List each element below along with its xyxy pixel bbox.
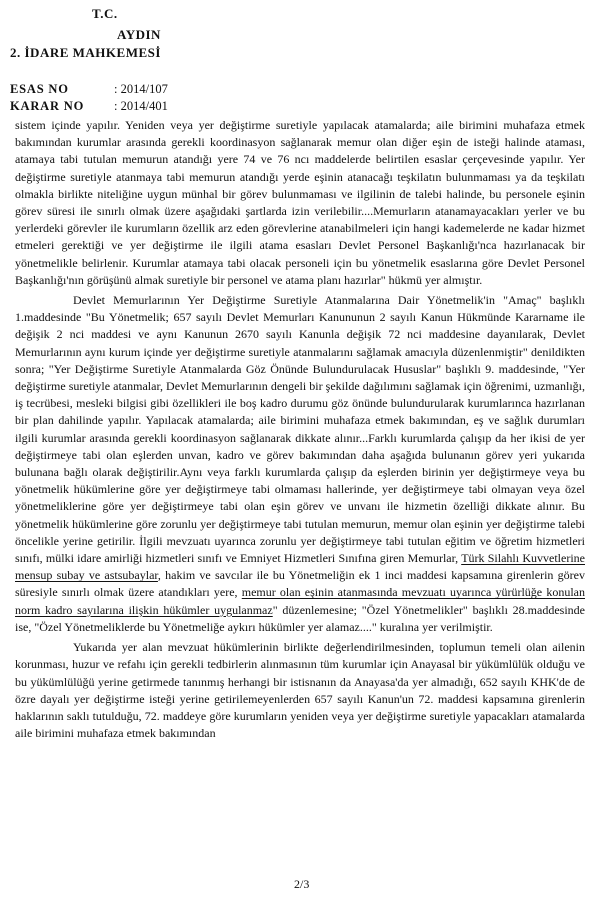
paragraph-2-text-a: Devlet Memurlarının Yer Değiştirme Suretiyle Atanmalarına Dair Yönetmelik'in "Amaç" başlıklı 1.maddesinde "Bu Yönetmelik; 657 sayılı Devlet Memurları Kanununun 2 sayılı Kanun Hükmünde Kararname ile değişik 2 nci maddesi ve aynı Kanunun 2670 sayılı Kanunla değişik 72 nci maddesine dayanılarak, Devlet Memurlarının aynı kurum içinde yer değiştirme suretiyle atanmalarını sağlamak amacıyla düzenlenmiştir" denildikten sonra; "Yer Değiştirme Suretiyle Atanmalarda Göz Önünde Bulundurulacak Hususlar" başlıklı 9. maddesinde, "Yer değiştirme suretiyle atanmalar, Devlet Memurlarının dengeli bir şekilde dağılımını sağlamak için öğrenimi, uzmanlığı, iş tecrübesi, mesleki bilgisi gibi özellikleri ile boş kadro durumu göz önünde bulundurularak kurumlarınca hazırlanan bir plan dahilinde yapılır. Yapılacak atamalarda; aile birimini muhafaza etmek bakımından, eş ve sağlık durumları ilgili kurumlar arasında gerekli koordinasyon sağlanarak dikkate alınır...Farklı kurumlarda çalışıp da her ikisi de yer değiştirmeye tabi olan eşlerden unvan, kadro ve görev bakımından daha aşağıda bulunanın görev yeri yukarıda bulunana bağlı olarak değiştirilir.Aynı veya farklı kurumlarda çalışıp da eşlerden birinin yer değiştirmeye veya bu yönetmelik hükümlerine göre yer değiştirmeye tabi olmaması hallerinde, yer değiştirmeye tabi olmayan veya özel yönetmeliklerine göre yer değiştirmeye tabi olan eşin görev ve unvanı ile hizmetin özelliği dikkate alınır. Bu yönetmelik hükümlerine göre zorunlu yer değiştirmeye tabi tutulan memurun, memur olan eşinin yer değiştirme talebi öncelikle yerine getirilir. İlgili mevzuatı uyarınca zorunlu yer değiştirmeye tabi tutulan eğitim ve öğretim hizmetleri sınıfı, mülki idare amirliği hizmetleri sınıfı ve Emniyet Hizmetleri Sınıfına giren Memurlar, — [15, 293, 585, 566]
karar-no-label: KARAR NO — [10, 99, 85, 113]
esas-no-row — [10, 82, 168, 97]
underlined-passage-1: Türk Silahlı Kuvvetlerine mensup subay ve astsubaylar — [15, 551, 585, 583]
esas-no-value: : 2014/107 — [114, 82, 168, 96]
underlined-passage-2: memur olan eşinin atanmasında mevzuatı uyarınca yürürlüğe konulan norm kadro sayılarına ilişkin hükümler uygulanmaz — [15, 585, 585, 617]
paragraph-3: Yukarıda yer alan mevzuat hükümlerinin birlikte değerlendirilmesinden, toplumun temeli olan ailenin korunması, huzur ve refahı için gerekli tedbirlerin alınmasının tüm kurumlar için Anayasal bir yükümlülük olduğu ve bu yükümlülüğü yerine getirmede tanınmış herhangi bir istisnanın da Anayasa'da yer almadığı, 652 sayılı KHK'de de özre dayalı yer değiştirme isteği yerine getirilemeyenlerden 657 sayılı Kanun'un 72. maddesi kapsamına girenlerin haklarının saklı tutulduğu, 72. maddeye göre kurumların yeniden veya yer değiştirme suretiyle yapacakları atamalarda aile birimini muhafaza etmek bakımından — [15, 640, 585, 741]
paragraph-2 — [15, 292, 585, 636]
paragraph-2-text-c: " düzenlemesine; "Özel Yönetmelikler" başlıklı 28.maddesinde ise, "Özel Yönetmeliklerde bu Yönetmeliğe aykırı hükümler yer alamaz...." kuralına yer verilmiştir. — [15, 602, 585, 634]
page-number: 2/3 — [294, 877, 310, 891]
header-city: AYDIN — [117, 27, 161, 42]
karar-no-row — [10, 99, 168, 114]
karar-no-value: : 2014/401 — [114, 99, 168, 113]
document-body — [15, 117, 585, 742]
paragraph-1: sistem içinde yapılır. Yeniden veya yer değiştirme suretiyle yapılacak atamalarda; aile birimini muhafaza etmek bakımından kurumlar arasında gerekli koordinasyon sağlanarak memur olan diğer eşin de isteği halinde ataması, atamaya tabi tutulan memurun atandığı yere 74 ve 76 ncı maddelerde belirtilen esaslar çerçevesinde yapılır. Yer değiştirme suretiyle atanmaya tabi memurun atandığı yerde eşinin atanacağı teşkilatın bulunmaması ya da teşkilatı olmakla birlikte niteliğine uygun münhal bir görev bulunmaması ve ilgilinin de talebi halinde, bu personele eşinin görev süresi ile sınırlı olmak üzere aşağıdaki şartlarda izin verilebilir....Memurların atanamayacakları yerler ve bu yerlerdeki görevler ile kurumların özellik arz eden görevlerine atanabilmeleri için hangi kademelerde ne kadar hizmet etmeleri gerektiği ve yer değiştirme ile ilgili atama esasları Devlet Personel Başkanlığı'nca hazırlanacak bir yönetmelikle belirlenir. Kurumlar atamaya tabi olacak personeli için bu yönetmelik esaslarına göre Devlet Personel Başkanlığı'nın görüşünü almak suretiyle bir personel ve atama planı hazırlar" hükmü yer almıştır. — [15, 118, 585, 287]
header-court-name: 2. İDARE MAHKEMESİ — [10, 45, 161, 60]
esas-no-label: ESAS NO — [10, 82, 69, 96]
paragraph-2-text-b: , hakim ve savcılar ile bu Yönetmeliğin ek 1 inci maddesi kapsamına girenlerin görev süresiyle sınırlı olmak üzere atandıkları yere, — [15, 568, 586, 600]
header-tc: T.C. — [92, 6, 118, 21]
